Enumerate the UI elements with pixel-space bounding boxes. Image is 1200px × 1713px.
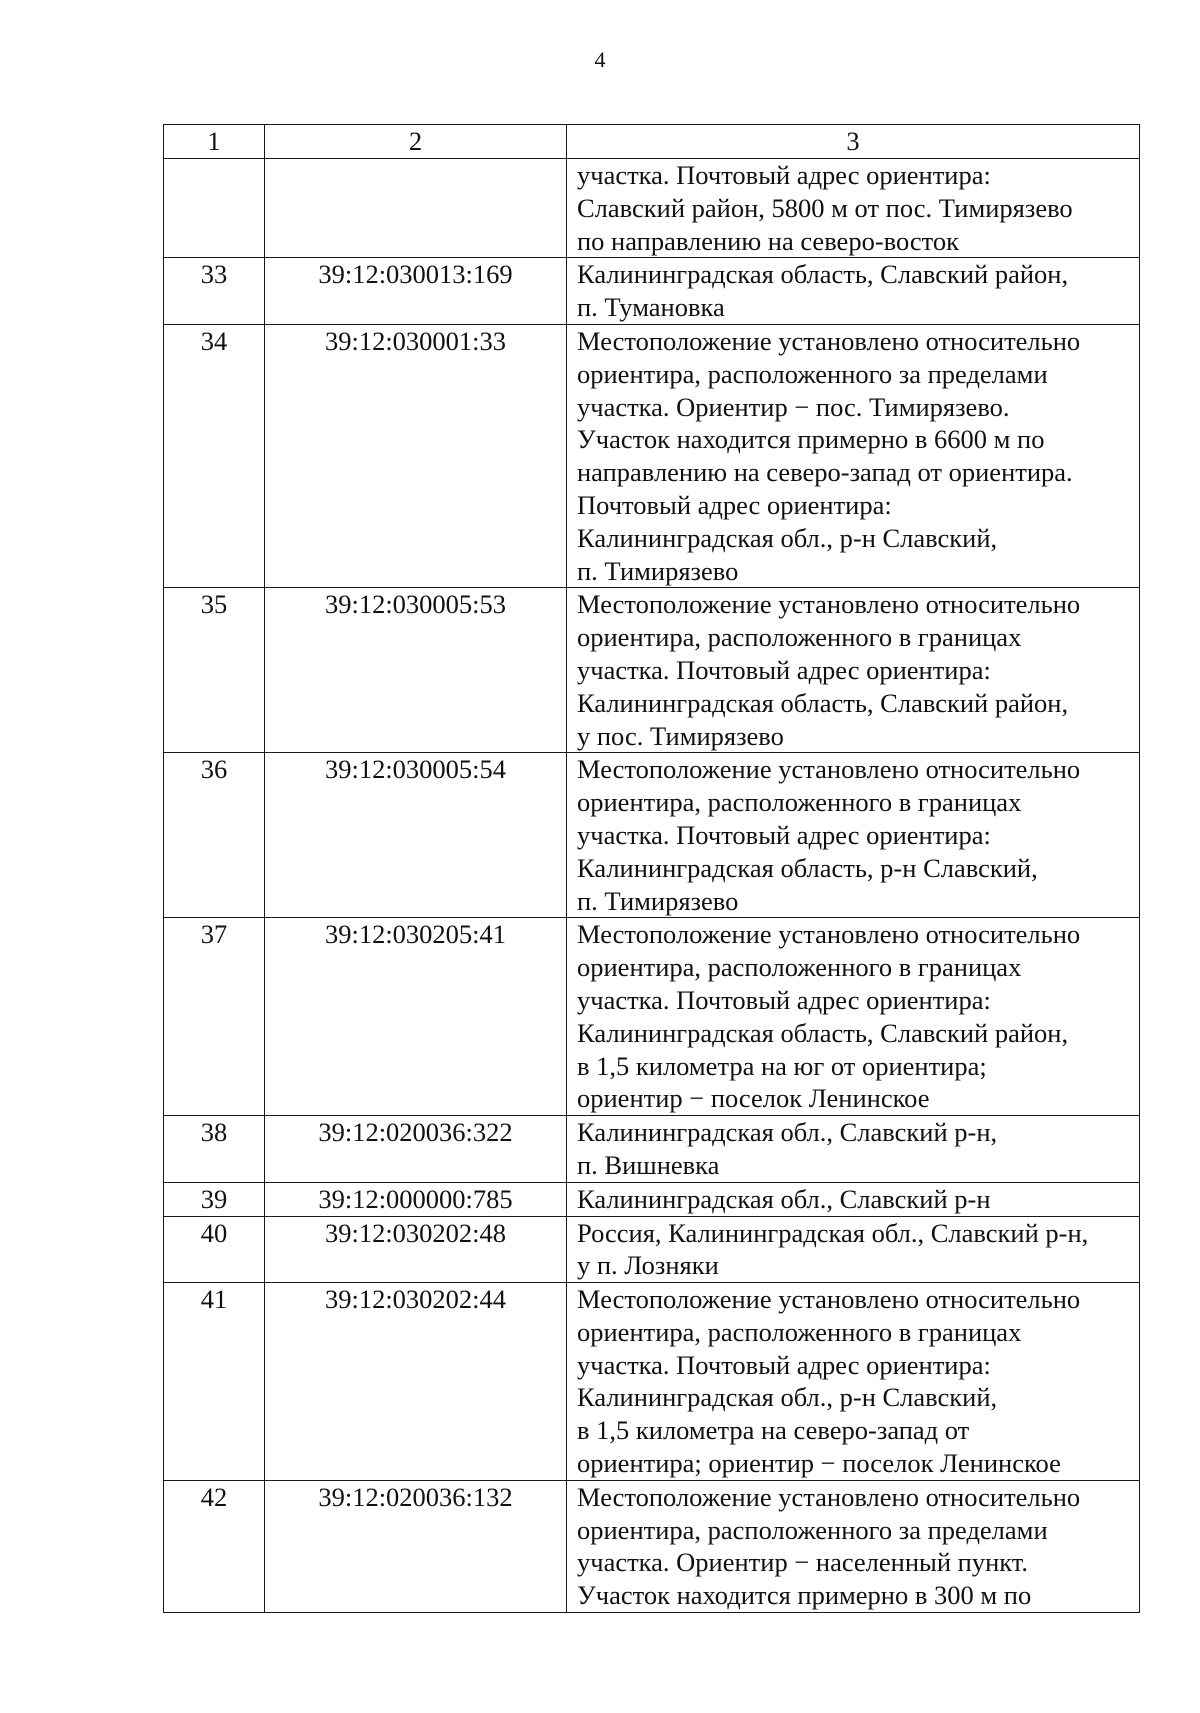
row-number: 34: [164, 324, 265, 587]
cadastral-number: 39:12:030013:169: [265, 258, 567, 325]
cadastral-number: 39:12:030005:53: [265, 588, 567, 753]
cadastral-number: 39:12:030001:33: [265, 324, 567, 587]
table-row: [164, 258, 1140, 325]
location-description: Местоположение установлено относительно ориентира, расположенного в границах участка. Почтовый адрес ориентира: Калининградская обл., р-н Славский, в 1,5 километра на северо-запад от ориентира; ориентир − поселок Ленинское: [567, 1283, 1140, 1481]
column-header-number: 1: [164, 125, 265, 159]
location-description: участка. Почтовый адрес ориентира: Славский район, 5800 м от пос. Тимирязево по направлению на северо-восток: [567, 159, 1140, 258]
column-header-location: 3: [567, 125, 1140, 159]
row-number: 35: [164, 588, 265, 753]
cadastral-number: 39:12:030205:41: [265, 918, 567, 1116]
table-row: [164, 1216, 1140, 1283]
table-row: [164, 1480, 1140, 1612]
cadastral-number: 39:12:030005:54: [265, 753, 567, 918]
location-description: Калининградская область, Славский район, п. Тумановка: [567, 258, 1140, 325]
table-row: [164, 324, 1140, 587]
cadastral-number: 39:12:030202:48: [265, 1216, 567, 1283]
table-row: [164, 1283, 1140, 1481]
column-header-cadastral: 2: [265, 125, 567, 159]
location-description: Местоположение установлено относительно ориентира, расположенного в границах участка. Почтовый адрес ориентира: Калининградская область, Славский район, у пос. Тимирязево: [567, 588, 1140, 753]
table-row: [164, 918, 1140, 1116]
location-description: Калининградская обл., Славский р-н: [567, 1182, 1140, 1216]
table-row: [164, 753, 1140, 918]
row-number: 38: [164, 1116, 265, 1183]
table-row: [164, 588, 1140, 753]
table-row: [164, 1116, 1140, 1183]
row-number: 36: [164, 753, 265, 918]
cadastral-number: [265, 159, 567, 258]
location-description: Местоположение установлено относительно ориентира, расположенного в границах участка. Почтовый адрес ориентира: Калининградская область, Славский район, в 1,5 километра на юг от ориентира; ориентир − поселок Ленинское: [567, 918, 1140, 1116]
cadastral-number: 39:12:020036:322: [265, 1116, 567, 1183]
row-number: 37: [164, 918, 265, 1116]
row-number: 41: [164, 1283, 265, 1481]
row-number: 42: [164, 1480, 265, 1612]
row-number: 39: [164, 1182, 265, 1216]
row-number: 33: [164, 258, 265, 325]
location-description: Россия, Калининградская обл., Славский р-н, у п. Лозняки: [567, 1216, 1140, 1283]
location-description: Местоположение установлено относительно ориентира, расположенного за пределами участка. Ориентир − населенный пункт. Участок находится примерно в 300 м по: [567, 1480, 1140, 1612]
land-plots-table: [163, 124, 1140, 1613]
table-header-row: [164, 125, 1140, 159]
location-description: Калининградская обл., Славский р-н, п. Вишневка: [567, 1116, 1140, 1183]
cadastral-number: 39:12:030202:44: [265, 1283, 567, 1481]
cadastral-number: 39:12:000000:785: [265, 1182, 567, 1216]
cadastral-number: 39:12:020036:132: [265, 1480, 567, 1612]
table-row: [164, 159, 1140, 258]
row-number: [164, 159, 265, 258]
page-number: 4: [594, 47, 606, 72]
table-row: [164, 1182, 1140, 1216]
location-description: Местоположение установлено относительно ориентира, расположенного за пределами участка. Ориентир − пос. Тимирязево. Участок находится примерно в 6600 м по направлению на северо-запад от ориентира. Почтовый адрес ориентира: Калининградская обл., р-н Славский, п. Тимирязево: [567, 324, 1140, 587]
row-number: 40: [164, 1216, 265, 1283]
location-description: Местоположение установлено относительно ориентира, расположенного в границах участка. Почтовый адрес ориентира: Калининградская область, р-н Славский, п. Тимирязево: [567, 753, 1140, 918]
